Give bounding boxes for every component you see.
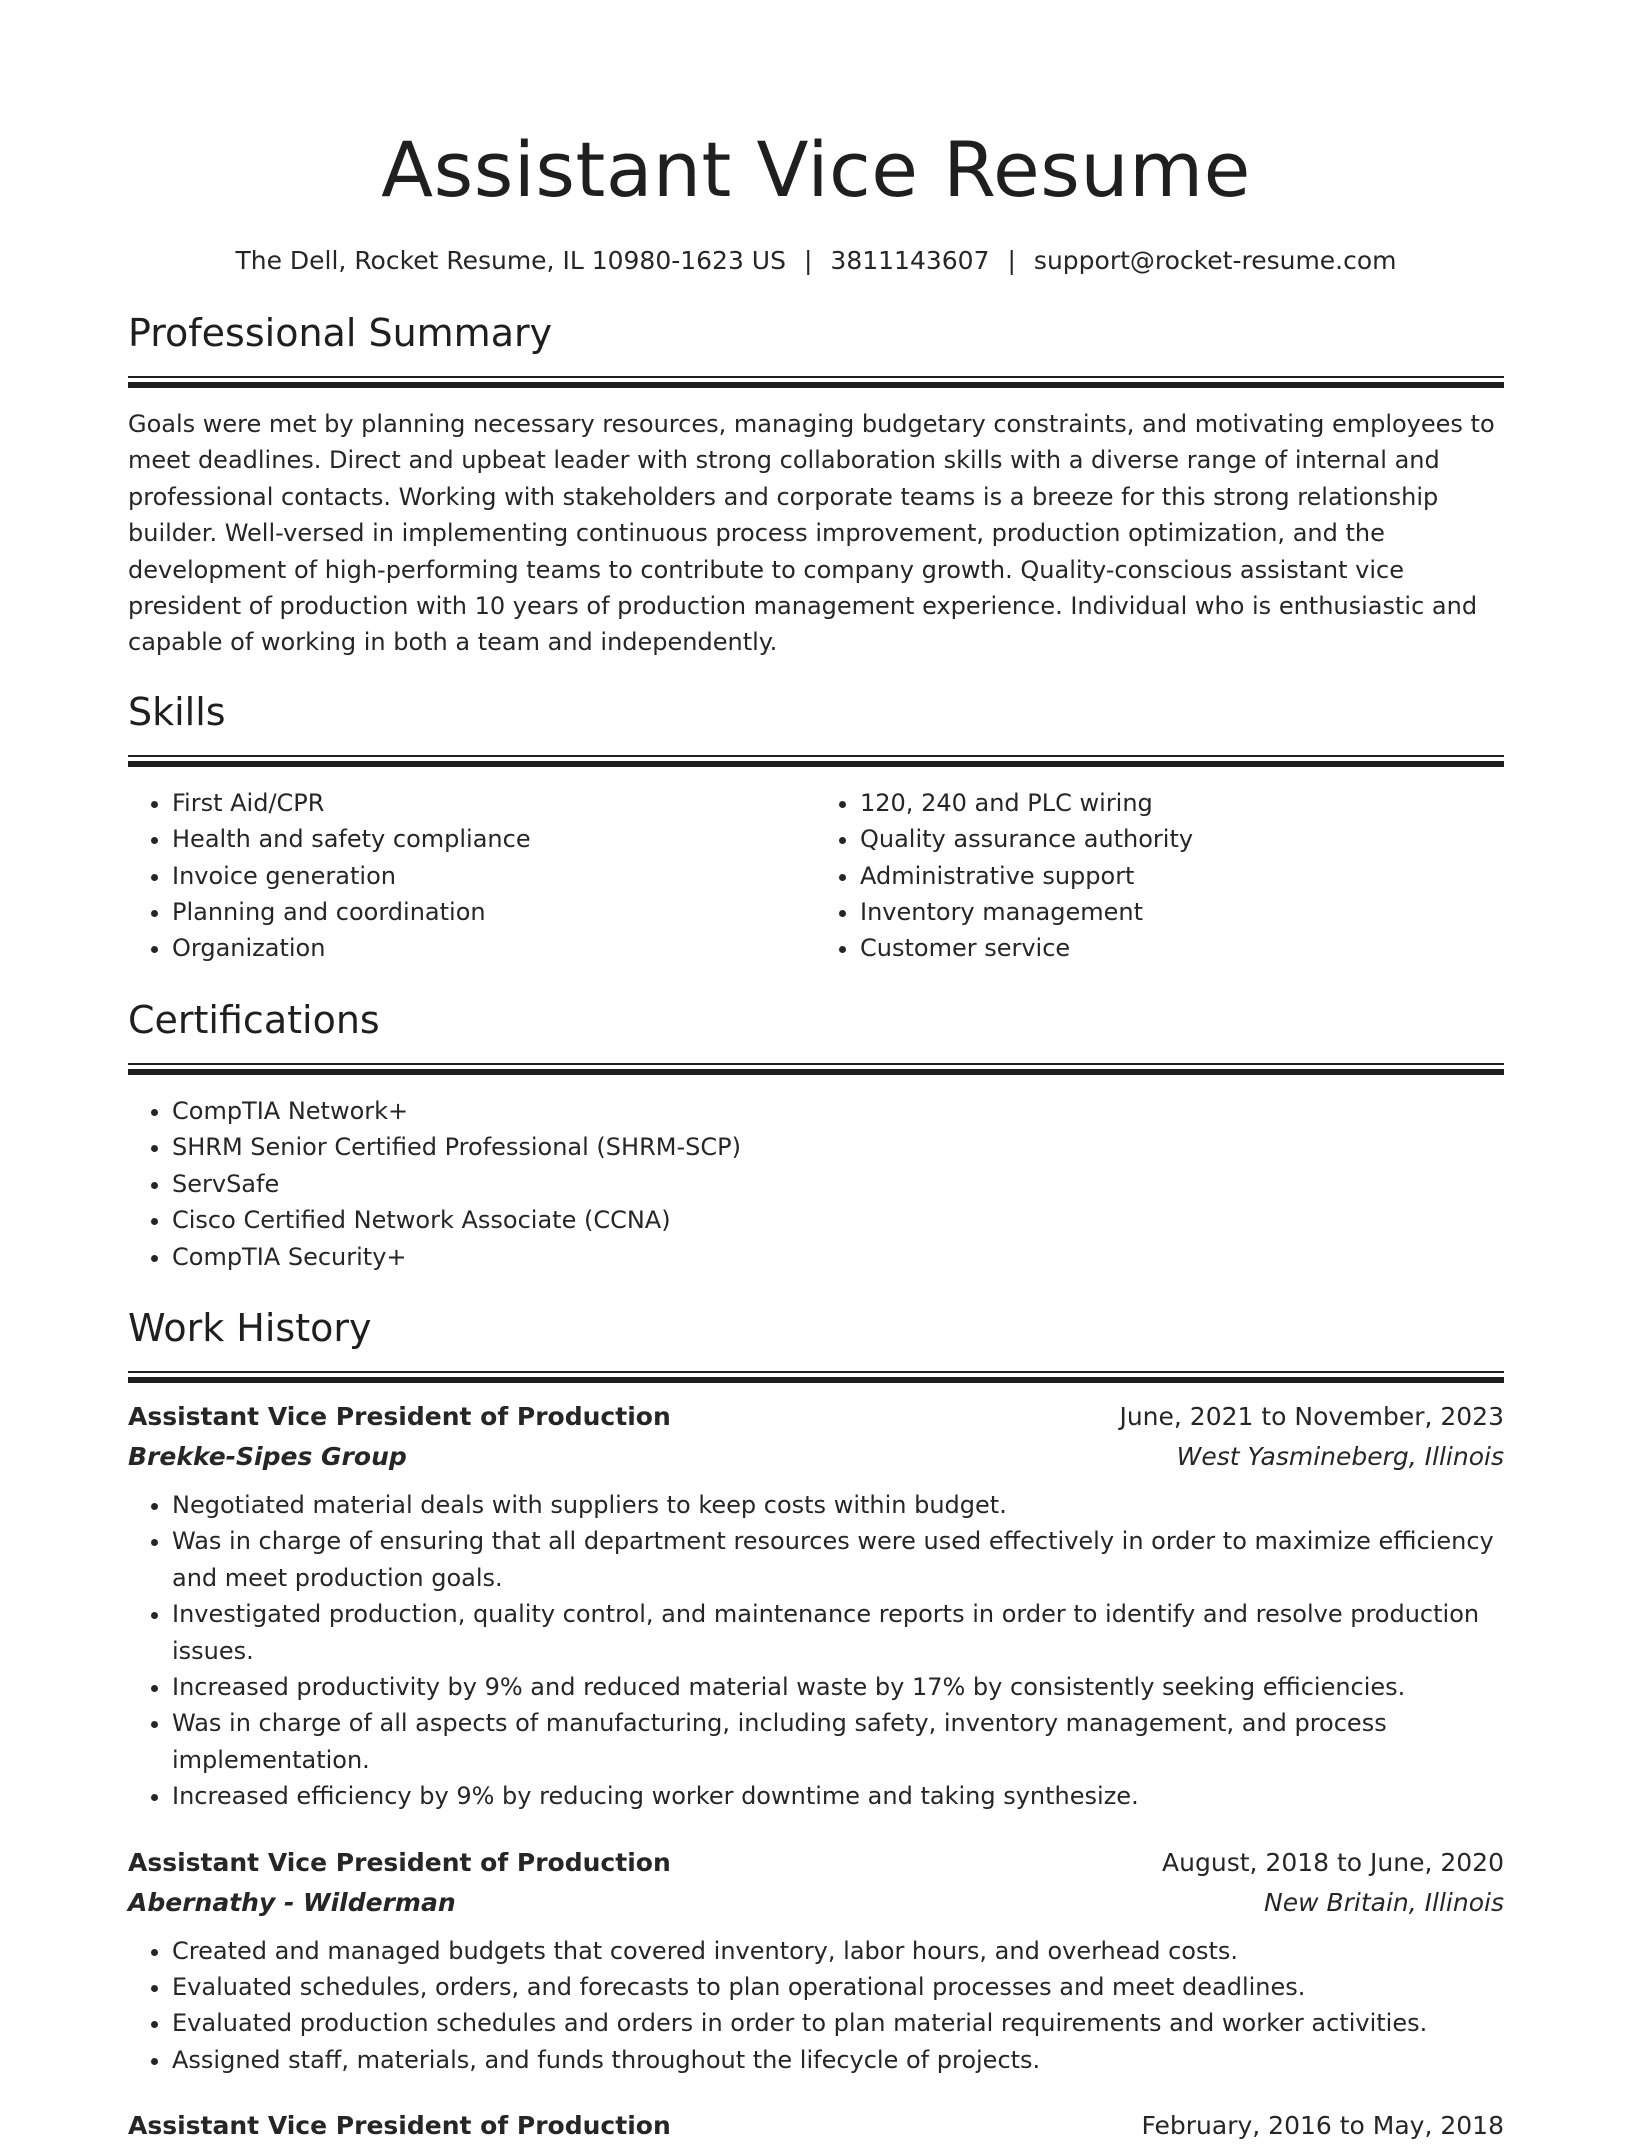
job-bullet: • Investigated production, quality control, and maintenance reports in order to identify and resolve production issues. xyxy=(172,1596,1504,1669)
skills-list-left xyxy=(128,785,816,967)
certifications-section xyxy=(128,995,1504,1275)
contact-line xyxy=(128,244,1504,278)
certification-item: • SHRM Senior Certified Professional (SHRM-SCP) xyxy=(172,1129,1504,1165)
certification-item: • Cisco Certified Network Associate (CCNA) xyxy=(172,1202,1504,1238)
section-divider-thick xyxy=(128,1377,1504,1383)
skill-item: • Administrative support xyxy=(860,858,1504,894)
job-bullet: • Negotiated material deals with suppliers to keep costs within budget. xyxy=(172,1487,1504,1523)
job-entry xyxy=(128,1843,1504,2079)
certification-item: • ServSafe xyxy=(172,1166,1504,1202)
summary-section xyxy=(128,308,1504,661)
skill-item: • First Aid/CPR xyxy=(172,785,816,821)
skills-section xyxy=(128,687,1504,967)
job-company: Abernathy - Wilderman xyxy=(128,1887,456,1917)
skill-item: • Inventory management xyxy=(860,894,1504,930)
job-header xyxy=(128,1397,1504,1437)
job-bullet: • Assigned staff, materials, and funds throughout the lifecycle of projects. xyxy=(172,2042,1504,2078)
skill-item: • Planning and coordination xyxy=(172,894,816,930)
skills-heading: Skills xyxy=(128,689,226,734)
job-bullet: • Evaluated schedules, orders, and forecasts to plan operational processes and meet deadlines. xyxy=(172,1969,1504,2005)
section-divider xyxy=(128,376,1504,378)
skill-item: • Organization xyxy=(172,930,816,966)
job-bullet: • Increased productivity by 9% and reduced material waste by 17% by consistently seeking efficiencies. xyxy=(172,1669,1504,1705)
job-dates: August, 2018 to June, 2020 xyxy=(1162,1847,1504,1877)
job-bullets xyxy=(128,1487,1504,1815)
work-history-section xyxy=(128,1303,1504,2146)
job-company: Brekke-Sipes Group xyxy=(128,1441,407,1471)
job-bullets xyxy=(128,1933,1504,2079)
job-title: Assistant Vice President of Production xyxy=(128,1401,671,1431)
resume-title: Assistant Vice Resume xyxy=(381,125,1251,214)
job-title: Assistant Vice President of Production xyxy=(128,2111,671,2141)
job-dates: February, 2016 to May, 2018 xyxy=(1141,2111,1504,2141)
job-bullet: • Evaluated production schedules and orders in order to plan material requirements and worker activities. xyxy=(172,2005,1504,2041)
certifications-list xyxy=(128,1093,1504,1275)
section-divider xyxy=(128,755,1504,757)
job-dates: June, 2021 to November, 2023 xyxy=(1119,1401,1504,1431)
job-location: West Yasmineberg, Illinois xyxy=(1176,1441,1504,1471)
section-divider-thick xyxy=(128,382,1504,388)
job-bullet: • Was in charge of ensuring that all department resources were used effectively in order to maximize efficiency and meet production goals. xyxy=(172,1523,1504,1596)
certifications-heading: Certifications xyxy=(128,997,380,1042)
job-header xyxy=(128,1843,1504,1883)
contact-separator: | xyxy=(1007,246,1016,275)
job-bullet: • Increased efficiency by 9% by reducing worker downtime and taking synthesize. xyxy=(172,1778,1504,1814)
skill-item: • Customer service xyxy=(860,930,1504,966)
contact-phone: 3811143607 xyxy=(830,246,990,275)
section-divider-thick xyxy=(128,761,1504,767)
job-subheader xyxy=(128,1883,1504,1923)
summary-heading: Professional Summary xyxy=(128,311,553,355)
job-subheader xyxy=(128,1437,1504,1477)
summary-text: Goals were met by planning necessary resources, managing budgetary constraints, and motivating employees to meet deadlines. Direct and upbeat leader with strong collaboration skills with a diverse range of internal and professional contacts. Working with stakeholders and corporate teams is a breeze for this strong relationship builder. Well-versed in implementing continuous process improvement, production optimization, and the development of high-performing teams to contribute to company growth. Quality-conscious assistant vice president of production with 10 years of production management experience. Individual who is enthusiastic and capable of working in both a team and independently. xyxy=(128,410,1495,657)
job-entry xyxy=(128,1397,1504,1815)
skill-item: • Invoice generation xyxy=(172,858,816,894)
resume-page xyxy=(128,0,1504,2146)
job-bullet: • Created and managed budgets that covered inventory, labor hours, and overhead costs. xyxy=(172,1933,1504,1969)
skills-list-right xyxy=(816,785,1504,967)
section-divider-thick xyxy=(128,1069,1504,1075)
job-bullet: • Was in charge of all aspects of manufacturing, including safety, inventory management, and process implementation. xyxy=(172,1705,1504,1778)
certification-item: • CompTIA Network+ xyxy=(172,1093,1504,1129)
contact-separator: | xyxy=(803,246,813,275)
skills-grid xyxy=(128,785,1504,967)
skill-item: • Quality assurance authority xyxy=(860,821,1504,857)
section-divider xyxy=(128,1063,1504,1065)
job-location: New Britain, Illinois xyxy=(1264,1887,1504,1917)
job-title: Assistant Vice President of Production xyxy=(128,1847,671,1877)
job-entry xyxy=(128,2106,1504,2146)
section-divider xyxy=(128,1371,1504,1373)
skill-item: • Health and safety compliance xyxy=(172,821,816,857)
contact-address: The Dell, Rocket Resume, IL 10980-1623 US xyxy=(235,246,786,275)
job-header xyxy=(128,2106,1504,2146)
certification-item: • CompTIA Security+ xyxy=(172,1239,1504,1275)
work-history-heading: Work History xyxy=(128,1305,372,1350)
skill-item: • 120, 240 and PLC wiring xyxy=(860,785,1504,821)
contact-email: support@rocket-resume.com xyxy=(1033,246,1397,275)
